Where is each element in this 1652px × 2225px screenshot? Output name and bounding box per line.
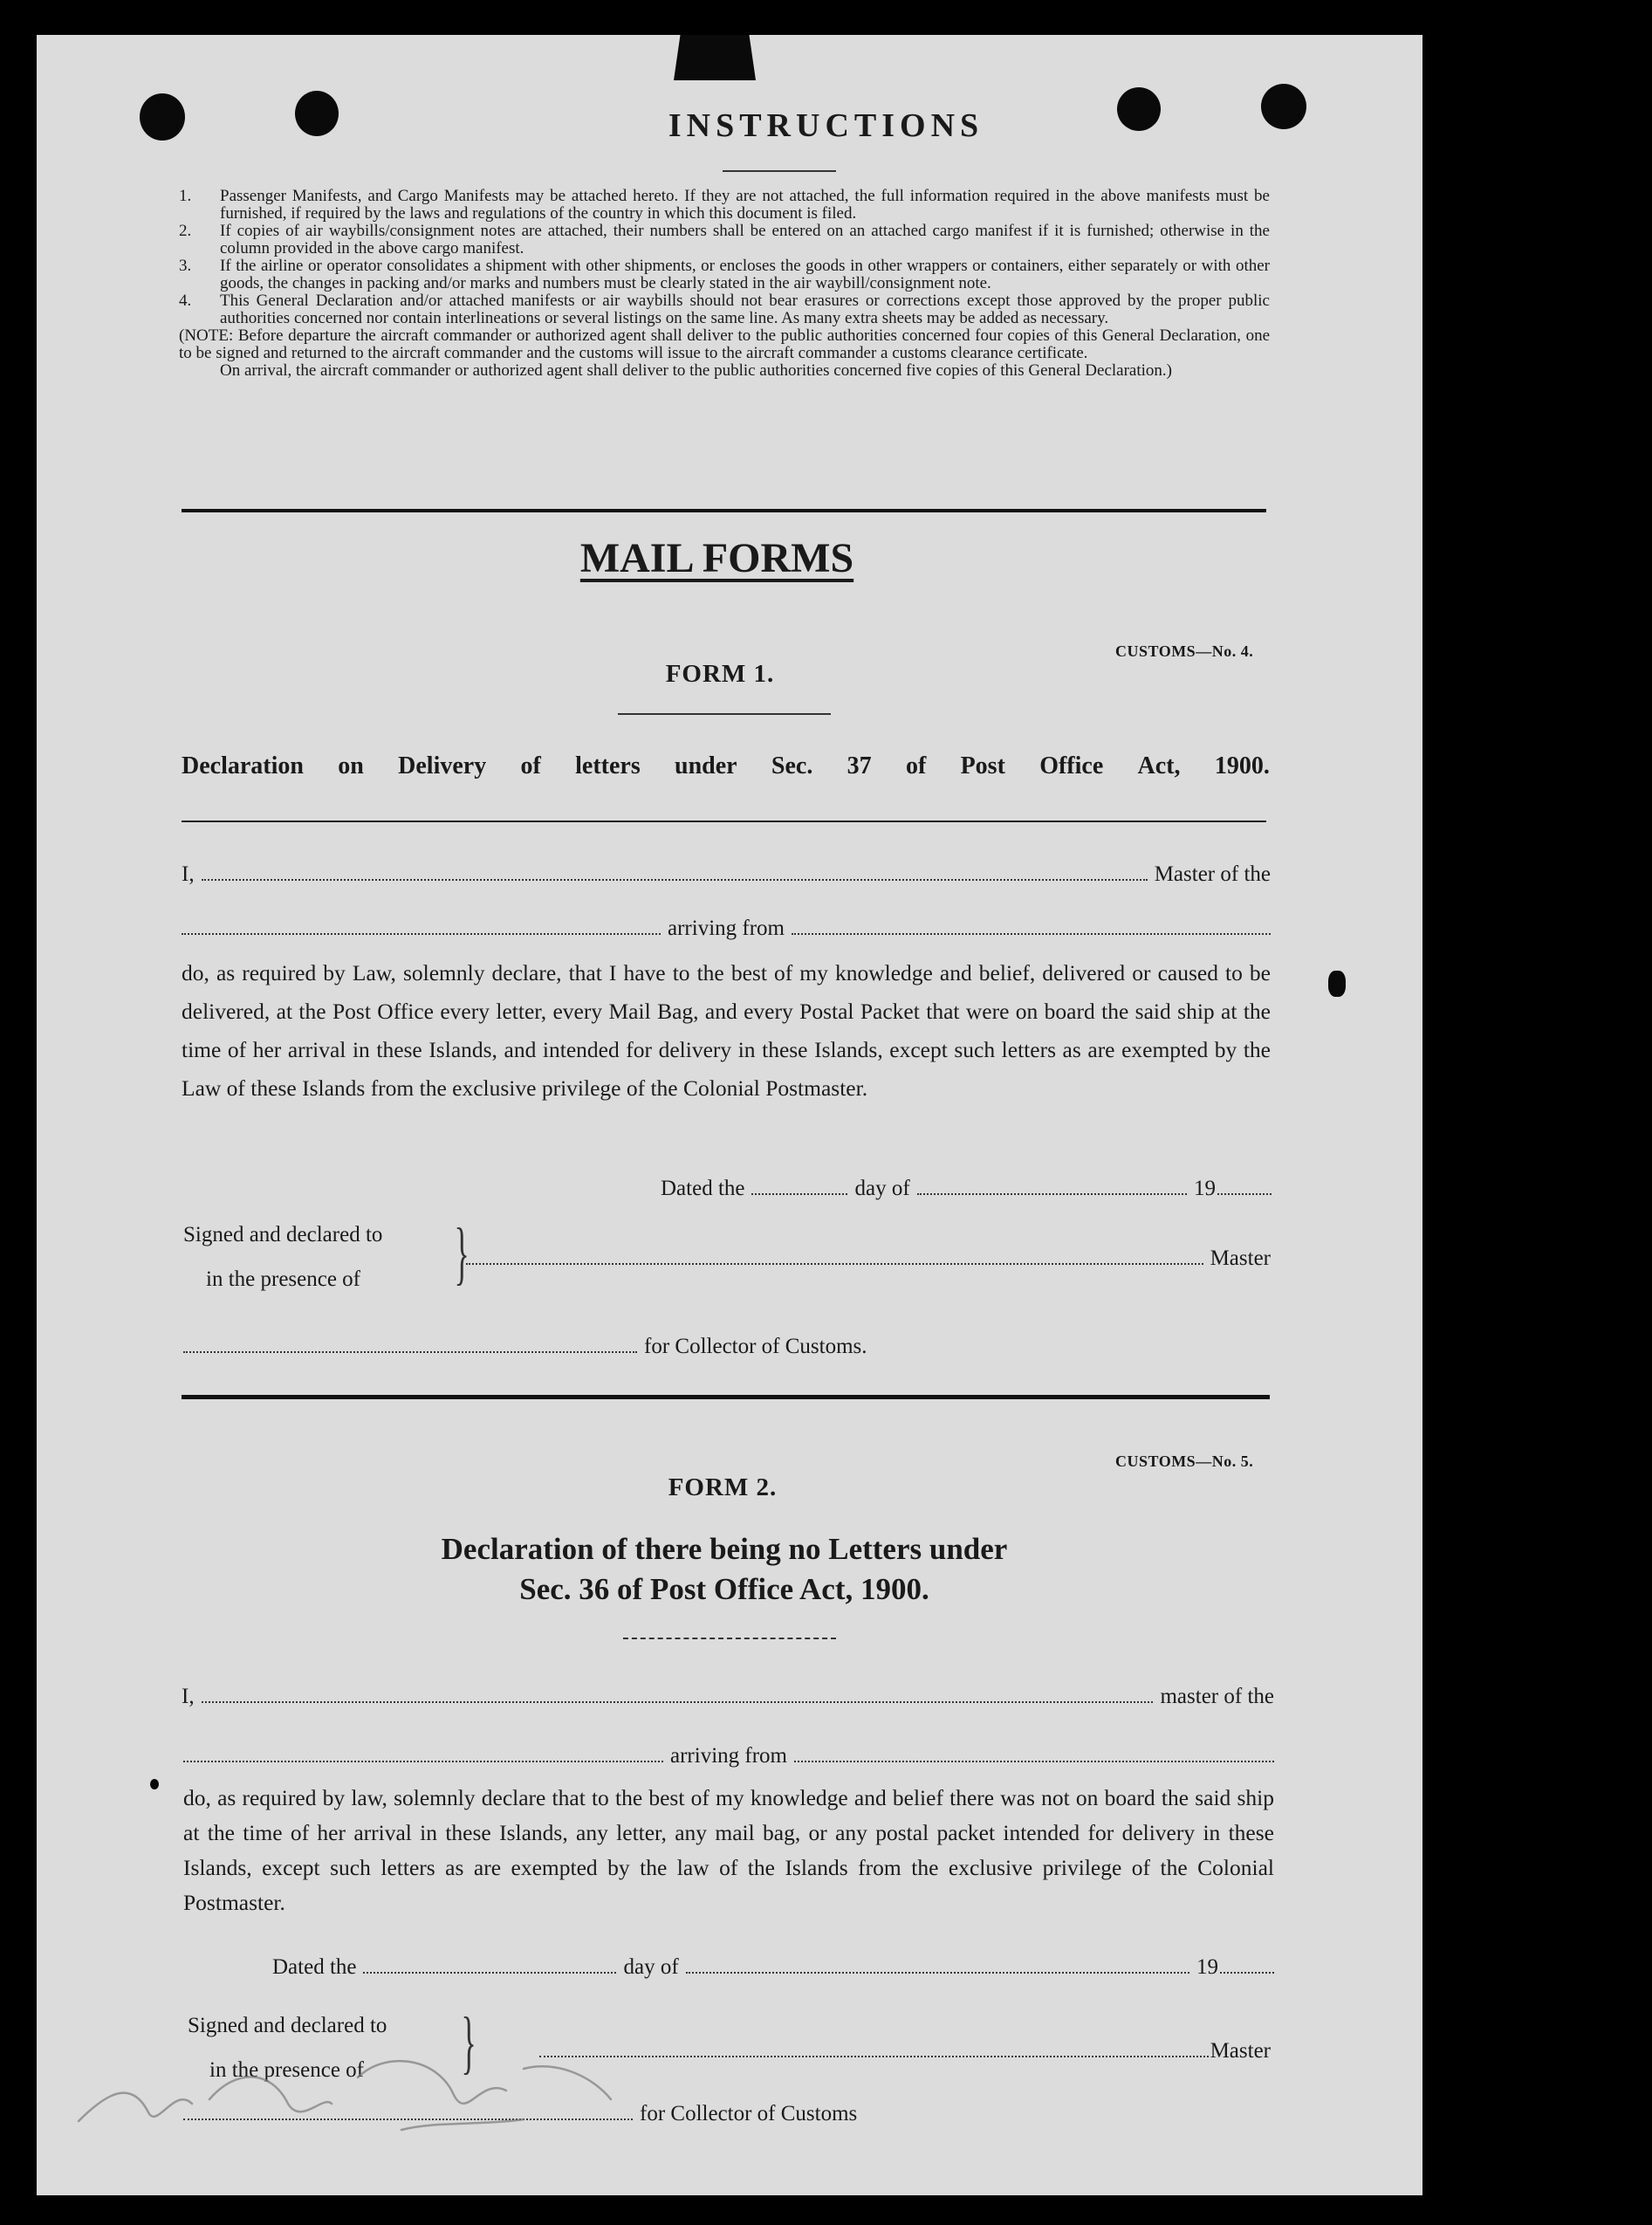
arriving-from-label: arriving from: [668, 917, 785, 940]
heading-word: Delivery: [398, 752, 487, 779]
master-label: Master: [1210, 1246, 1271, 1270]
day-of-label: day of: [623, 1955, 679, 1979]
year-label: 19: [1194, 1177, 1216, 1200]
form1-master-signature-row: [466, 1246, 1271, 1271]
form1-collector-row: [183, 1335, 925, 1359]
date-year-field[interactable]: [1217, 1193, 1272, 1195]
signed-declared-label: Signed and declared to: [188, 2014, 387, 2037]
dated-the-label: Dated the: [661, 1177, 745, 1200]
instruction-text: If copies of air waybills/consignment notes are attached, their numbers shall be entered on an attached cargo manifest if it is furnished; otherwise in the column provided in the above cargo manifest.: [220, 222, 1270, 258]
form-divider: [182, 1395, 1270, 1399]
collector-signature-field[interactable]: [183, 1351, 637, 1353]
heading-word: of: [905, 752, 927, 779]
section-divider: [182, 509, 1266, 512]
instruction-note: (NOTE: Before departure the aircraft commander or authorized agent shall deliver to the public authorities concerned four copies of this General Declaration, one to be signed and returned to the aircraft commander and the customs will issue to the aircraft commander a customs clearance certificate.: [179, 326, 1270, 362]
date-month-field[interactable]: [686, 1972, 1189, 1974]
heading-word: Act,: [1137, 752, 1181, 779]
instruction-text: If the airline or operator consolidates a shipment with other shipments, or encloses the goods in other wrappers or containers, either separately or with other goods, the changes in packing and/or marks and numbers must be clearly stated in the air waybill/consignment note.: [220, 257, 1270, 292]
heading-word: of: [520, 752, 541, 779]
master-of-the-label: Master of the: [1154, 862, 1271, 886]
for-collector-label: for Collector of Customs.: [644, 1335, 867, 1358]
instructions-list: [179, 188, 1270, 380]
brace-icon: }: [461, 2004, 476, 2081]
ink-speck: [150, 1779, 159, 1789]
brace-icon: }: [454, 1215, 470, 1292]
instruction-note-arrival: On arrival, the aircraft commander or authorized agent shall deliver to the public authorities concerned five copies of this General Declaration.): [220, 361, 1172, 380]
title-underline: [723, 170, 836, 172]
master-name-field[interactable]: [202, 1701, 1154, 1703]
instruction-text: This General Declaration and/or attached manifests or air waybills should not bear erasures or corrections except those approved by the proper public authorities concerned nor contain interlineations or several listings on the same line. As many extra sheets may be added as necessary.: [220, 292, 1270, 327]
date-year-field[interactable]: [1220, 1972, 1274, 1974]
form2-heading-line: Declaration of there being no Letters under: [441, 1532, 1008, 1566]
ink-speck: [1328, 971, 1346, 997]
arriving-from-label: arriving from: [670, 1744, 787, 1768]
master-signature-field[interactable]: [539, 2056, 1209, 2057]
ship-name-field[interactable]: [182, 933, 661, 935]
form1-customs-number: CUSTOMS—No. 4.: [1115, 642, 1254, 660]
form1-heading-rule: [182, 821, 1266, 822]
form1-declaration-heading: [182, 752, 1270, 780]
form2-heading-line: Sec. 36 of Post Office Act, 1900.: [519, 1572, 929, 1606]
arriving-from-field[interactable]: [792, 933, 1271, 935]
day-of-label: day of: [854, 1177, 910, 1200]
instruction-number: 4.: [179, 292, 192, 310]
form1-arriving-row: [182, 917, 1271, 941]
form2-customs-number: CUSTOMS—No. 5.: [1115, 1452, 1254, 1470]
presence-of-label: in the presence of: [209, 2058, 365, 2082]
heading-word: Post: [960, 752, 1005, 779]
i-label: I,: [182, 1685, 195, 1708]
handwritten-signature: [70, 2016, 628, 2147]
form2-declaration-heading: [0, 1529, 1449, 1610]
form1-master-row: [182, 862, 1271, 887]
for-collector-label: for Collector of Customs: [640, 2102, 858, 2125]
form2-title-rule: [623, 1638, 836, 1639]
presence-of-label: in the presence of: [206, 1267, 361, 1291]
dated-the-label: Dated the: [272, 1955, 357, 1979]
ship-name-field[interactable]: [183, 1761, 663, 1762]
heading-word: 37: [847, 752, 872, 779]
form1-title: FORM 1.: [665, 660, 775, 688]
instruction-item: [179, 258, 1270, 292]
heading-word: Declaration: [182, 752, 304, 779]
date-month-field[interactable]: [917, 1193, 1187, 1195]
form1-declaration-body: do, as required by Law, solemnly declare, that I have to the best of my knowledge and belief, delivered or caused to be delivered, at the Post Office every letter, every Mail Bag, and every Postal Packet that were on board the said ship at the time of her arrival in these Islands, and intended for delivery in these Islands, except such letters as are exempted by the Law of these Islands from the exclusive privilege of the Colonial Postmaster.: [182, 960, 1271, 1101]
form2-dated-row: [272, 1955, 1274, 1980]
heading-word: Sec.: [771, 752, 813, 779]
form2-title: FORM 2.: [668, 1473, 778, 1501]
date-day-field[interactable]: [363, 1972, 616, 1974]
binding-tab: [674, 35, 756, 80]
mail-forms-heading: MAIL FORMS: [579, 535, 854, 581]
instruction-number: 1.: [179, 187, 192, 205]
instruction-number: 3.: [179, 257, 192, 275]
instruction-item: [179, 188, 1270, 223]
form2-arriving-row: [183, 1744, 1274, 1768]
instructions-title: INSTRUCTIONS: [668, 107, 984, 144]
form1-title-rule: [618, 713, 831, 715]
instruction-number: 2.: [179, 222, 192, 240]
arriving-from-field[interactable]: [794, 1761, 1274, 1762]
instruction-item: [179, 292, 1270, 327]
heading-word: Office: [1039, 752, 1104, 779]
signed-declared-label: Signed and declared to: [183, 1223, 383, 1246]
form2-master-signature-row: [539, 2039, 1271, 2064]
master-signature-field[interactable]: [466, 1263, 1203, 1265]
form1-dated-row: [661, 1177, 1272, 1201]
instruction-text: Passenger Manifests, and Cargo Manifests may be attached hereto. If they are not attached, the full information required in the above manifests must be furnished, if required by the laws and regulations of the country in which this document is filed.: [220, 187, 1270, 223]
heading-word: on: [338, 752, 364, 779]
date-day-field[interactable]: [751, 1193, 847, 1195]
heading-word: letters: [575, 752, 641, 779]
master-name-field[interactable]: [202, 879, 1148, 881]
heading-word: under: [675, 752, 737, 779]
instruction-item: [179, 223, 1270, 258]
form2-master-row: [182, 1685, 1274, 1709]
form2-declaration-body: do, as required by law, solemnly declare that to the best of my knowledge and belief there was not on board the said ship at the time of her arrival in these Islands, any letter, any mail bag, or any postal packet intended for delivery in these Islands, except such letters as are exempted by the law of the Islands from the exclusive privilege of the Colonial Postmaster.: [183, 1785, 1274, 1915]
i-label: I,: [182, 862, 195, 886]
master-label: Master: [1210, 2039, 1271, 2063]
year-label: 19: [1196, 1955, 1218, 1979]
heading-word: 1900.: [1214, 752, 1270, 779]
master-of-the-label: master of the: [1160, 1685, 1274, 1708]
